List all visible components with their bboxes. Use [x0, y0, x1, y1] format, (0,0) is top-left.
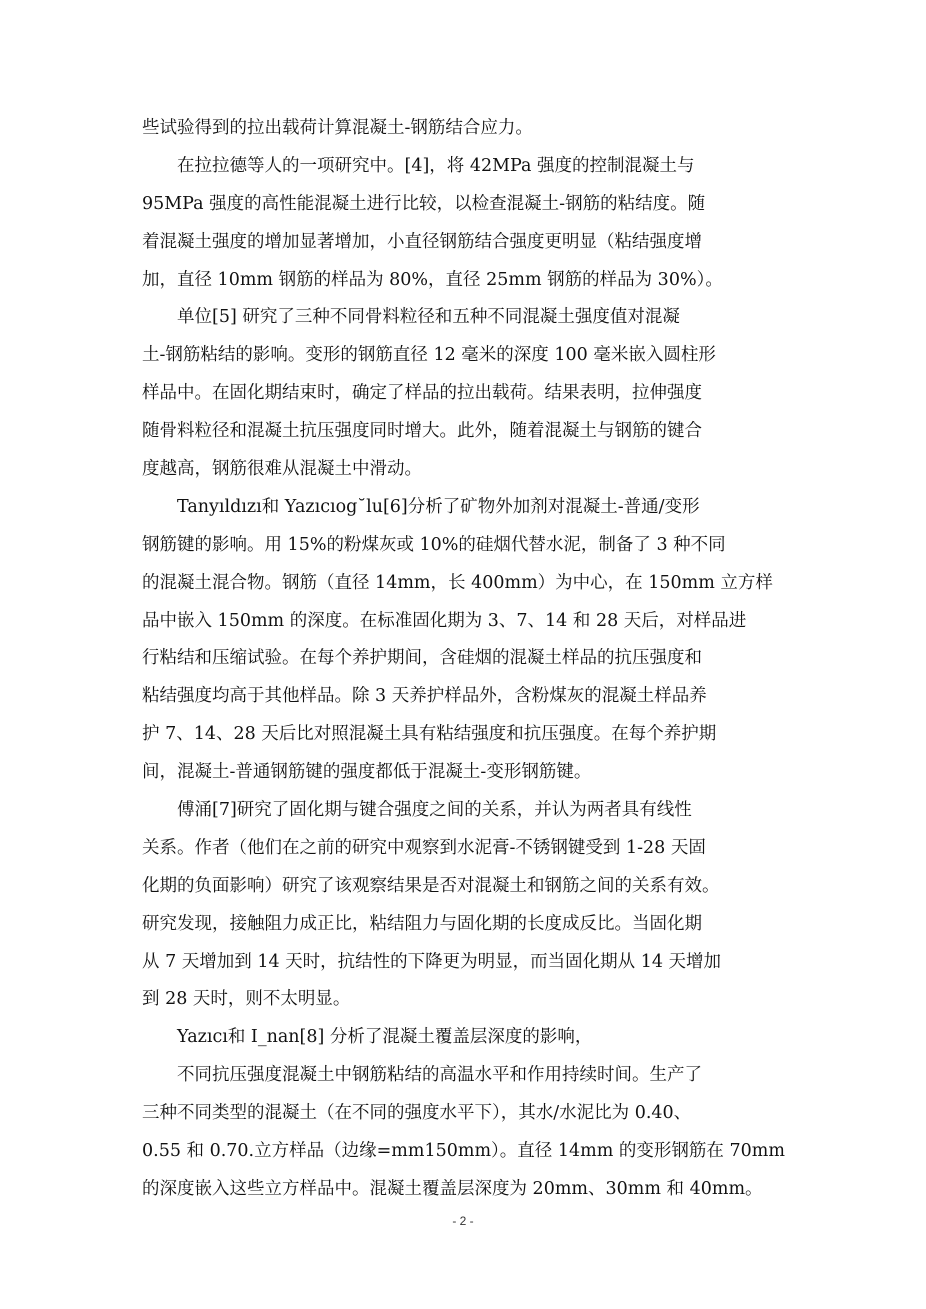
text-line: Yazıcı和 I_nan[8] 分析了混凝土覆盖层深度的影响，	[177, 1027, 593, 1048]
body-text	[142, 110, 797, 1209]
text-line: Tanyıldızı和 Yazıcıog˘lu[6]分析了矿物外加剂对混凝土-普通/变形	[177, 496, 700, 517]
text-line: 样品中。在固化期结束时，确定了样品的拉出载荷。结果表明，拉伸强度	[142, 383, 702, 404]
page-number: - 2 -	[452, 1214, 474, 1228]
text-line: 化期的负面影响）研究了该观察结果是否对混凝土和钢筋之间的关系有效。	[142, 875, 720, 896]
text-line: 从 7 天增加到 14 天时，抗结性的下降更为明显，而当固化期从 14 天增加	[142, 951, 722, 972]
text-line: 的深度嵌入这些立方样品中。混凝土覆盖层深度为 20mm、30mm 和 40mm。	[142, 1178, 763, 1199]
text-line: 傅涌[7]研究了固化期与键合强度之间的关系，并认为两者具有线性	[177, 800, 692, 821]
text-line: 度越高，钢筋很难从混凝土中滑动。	[142, 459, 422, 480]
text-line: 关系。作者（他们在之前的研究中观察到水泥膏-不锈钢键受到 1-28 天固	[142, 837, 706, 858]
text-line: 间，混凝土-普通钢筋键的强度都低于混凝土-变形钢筋键。	[142, 762, 592, 783]
text-line: 钢筋键的影响。用 15%的粉煤灰或 10%的硅烟代替水泥，制备了 3 种不同	[142, 534, 726, 555]
text-line: 不同抗压强度混凝土中钢筋粘结的高温水平和作用持续时间。生产了	[177, 1065, 702, 1086]
text-line: 随骨料粒径和混凝土抗压强度同时增大。此外，随着混凝土与钢筋的键合	[142, 421, 702, 442]
text-line: 95MPa 强度的高性能混凝土进行比较，以检查混凝土-钢筋的粘结度。随	[142, 193, 706, 214]
text-line: 三种不同类型的混凝土（在不同的强度水平下），其水/水泥比为 0.40、	[142, 1103, 692, 1124]
text-line: 土-钢筋粘结的影响。变形的钢筋直径 12 毫米的深度 100 毫米嵌入圆柱形	[142, 345, 716, 366]
text-line: 着混凝土强度的增加显著增加，小直径钢筋结合强度更明显（粘结强度增	[142, 231, 702, 252]
text-line: 到 28 天时，则不太明显。	[142, 989, 351, 1010]
text-line: 品中嵌入 150mm 的深度。在标准固化期为 3、7、14 和 28 天后，对样品进	[142, 610, 747, 631]
text-line: 些试验得到的拉出载荷计算混凝土-钢筋结合应力。	[142, 118, 533, 138]
text-line: 的混凝土混合物。钢筋（直径 14mm，长 400mm）为中心，在 150mm 立方样	[142, 572, 773, 593]
text-line: 在拉拉德等人的一项研究中。[4]，将 42MPa 强度的控制混凝土与	[177, 155, 695, 176]
text-line: 单位[5] 研究了三种不同骨料粒径和五种不同混凝土强度值对混凝	[177, 307, 680, 328]
text-line: 0.55 和 0.70.立方样品（边缘=mm150mm）。直径 14mm 的变形钢筋在 70mm	[142, 1141, 785, 1162]
text-line: 行粘结和压缩试验。在每个养护期间，含硅烟的混凝土样品的抗压强度和	[142, 648, 702, 669]
text-line: 研究发现，接触阻力成正比，粘结阻力与固化期的长度成反比。当固化期	[142, 913, 702, 934]
text-line: 护 7、14、28 天后比对照混凝土具有粘结强度和抗压强度。在每个养护期	[142, 724, 717, 745]
text-line: 加，直径 10mm 钢筋的样品为 80%，直径 25mm 钢筋的样品为 30%）。	[142, 269, 723, 290]
text-line: 粘结强度均高于其他样品。除 3 天养护样品外，含粉煤灰的混凝土样品养	[142, 686, 707, 707]
